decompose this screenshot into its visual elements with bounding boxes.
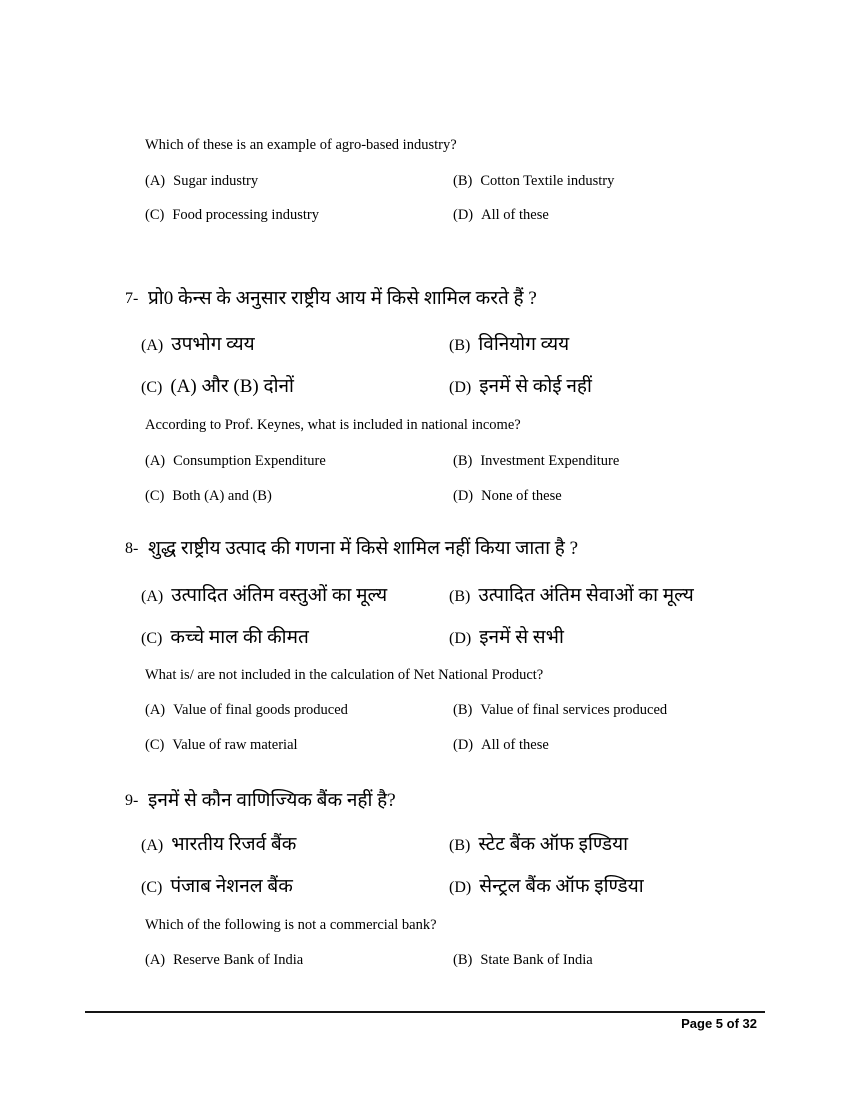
option-text: विनियोग व्यय [478,334,570,355]
footer-divider [85,1011,765,1013]
question-heading-hindi [125,536,765,562]
option-item [145,952,453,968]
option-label: (C) [145,488,165,504]
question-text-hindi: इनमें से कौन वाणिज्यिक बैंक नहीं है? [148,790,396,811]
options-english [145,453,765,504]
option-text: कच्चे माल की कीमत [170,627,309,648]
option-label: (A) [141,588,164,605]
option-label: (A) [141,337,164,354]
option-label: (C) [141,630,163,647]
option-item [449,625,765,652]
option-text: (A) और (B) दोनों [170,376,294,397]
option-label: (D) [449,379,472,396]
option-label: (B) [449,837,471,854]
option-item [453,207,765,223]
option-label: (D) [453,207,474,223]
question-heading-hindi [125,286,765,312]
option-label: (A) [145,453,166,469]
option-text: Value of raw material [172,737,298,753]
option-item [145,737,453,753]
option-label: (D) [449,630,472,647]
question-text-hindi: शुद्ध राष्ट्रीय उत्पाद की गणना में किसे शामिल नहीं किया जाता है ? [148,538,579,559]
option-label: (D) [453,488,474,504]
option-text: Reserve Bank of India [173,952,304,968]
option-item [141,874,449,901]
option-item [145,207,453,223]
question-text-hindi: प्रो0 केन्स के अनुसार राष्ट्रीय आय में किसे शामिल करते हैं ? [148,288,537,309]
option-text: Sugar industry [173,173,259,189]
option-label: (B) [453,952,473,968]
option-text: Consumption Expenditure [173,453,326,469]
question-block-6-english [125,137,765,223]
option-label: (B) [453,453,473,469]
option-label: (B) [449,588,471,605]
option-item [449,374,765,401]
option-label: (A) [145,173,166,189]
option-text: इनमें से कोई नहीं [479,376,592,397]
option-text: पंजाब नेशनल बैंक [170,876,293,897]
option-text: All of these [481,207,549,223]
option-text: सेन्ट्रल बैंक ऑफ इण्डिया [479,876,644,897]
option-text: None of these [481,488,562,504]
option-item [141,625,449,652]
option-item [145,488,453,504]
question-text-english: According to Prof. Keynes, what is included in national income? [145,417,521,433]
option-item [141,583,449,610]
option-label: (C) [145,207,165,223]
option-item [141,374,449,401]
question-number: 8- [125,540,139,557]
option-label: (A) [145,702,166,718]
options-hindi [141,583,765,652]
option-text: भारतीय रिजर्व बैंक [171,834,297,855]
page-number: Page 5 of 32 [681,1016,757,1031]
option-text: Food processing industry [172,207,319,223]
option-text: उत्पादित अंतिम वस्तुओं का मूल्य [171,585,388,606]
option-label: (A) [141,837,164,854]
option-label: (C) [145,737,165,753]
option-item [449,583,765,610]
question-block-8 [125,536,765,753]
option-item [453,702,765,718]
option-item [449,874,765,901]
option-label: (B) [449,337,471,354]
option-text: Investment Expenditure [480,453,620,469]
question-text-english: Which of the following is not a commercial bank? [145,917,437,933]
option-label: (B) [453,702,473,718]
options-english [145,173,765,223]
option-text: Both (A) and (B) [172,488,272,504]
question-text-english: What is/ are not included in the calculation of Net National Product? [145,667,544,683]
question-text-english: Which of these is an example of agro-based industry? [145,137,457,153]
option-item [453,453,765,469]
option-item [145,702,453,718]
option-item [141,832,449,859]
option-label: (C) [141,879,163,896]
options-english [145,952,765,968]
option-item [145,453,453,469]
question-block-9 [125,788,765,968]
option-item [453,737,765,753]
option-item [449,832,765,859]
option-text: Value of final services produced [480,702,668,718]
question-block-7 [125,286,765,504]
question-number: 9- [125,792,139,809]
option-item [449,332,765,359]
option-text: Cotton Textile industry [480,173,615,189]
option-item [453,952,765,968]
options-english [145,702,765,753]
option-text: State Bank of India [480,952,593,968]
option-item [453,488,765,504]
options-hindi [141,332,765,401]
option-label: (D) [453,737,474,753]
option-label: (B) [453,173,473,189]
option-label: (D) [449,879,472,896]
option-text: उपभोग व्यय [171,334,255,355]
option-item [145,173,453,189]
option-text: Value of final goods produced [173,702,348,718]
option-item [141,332,449,359]
option-text: इनमें से सभी [479,627,564,648]
option-text: उत्पादित अंतिम सेवाओं का मूल्य [478,585,694,606]
options-hindi [141,832,765,901]
option-text: स्टेट बैंक ऑफ इण्डिया [478,834,629,855]
option-label: (C) [141,379,163,396]
question-heading-hindi [125,788,765,814]
question-number: 7- [125,290,139,307]
option-item [453,173,765,189]
option-text: All of these [481,737,549,753]
option-label: (A) [145,952,166,968]
